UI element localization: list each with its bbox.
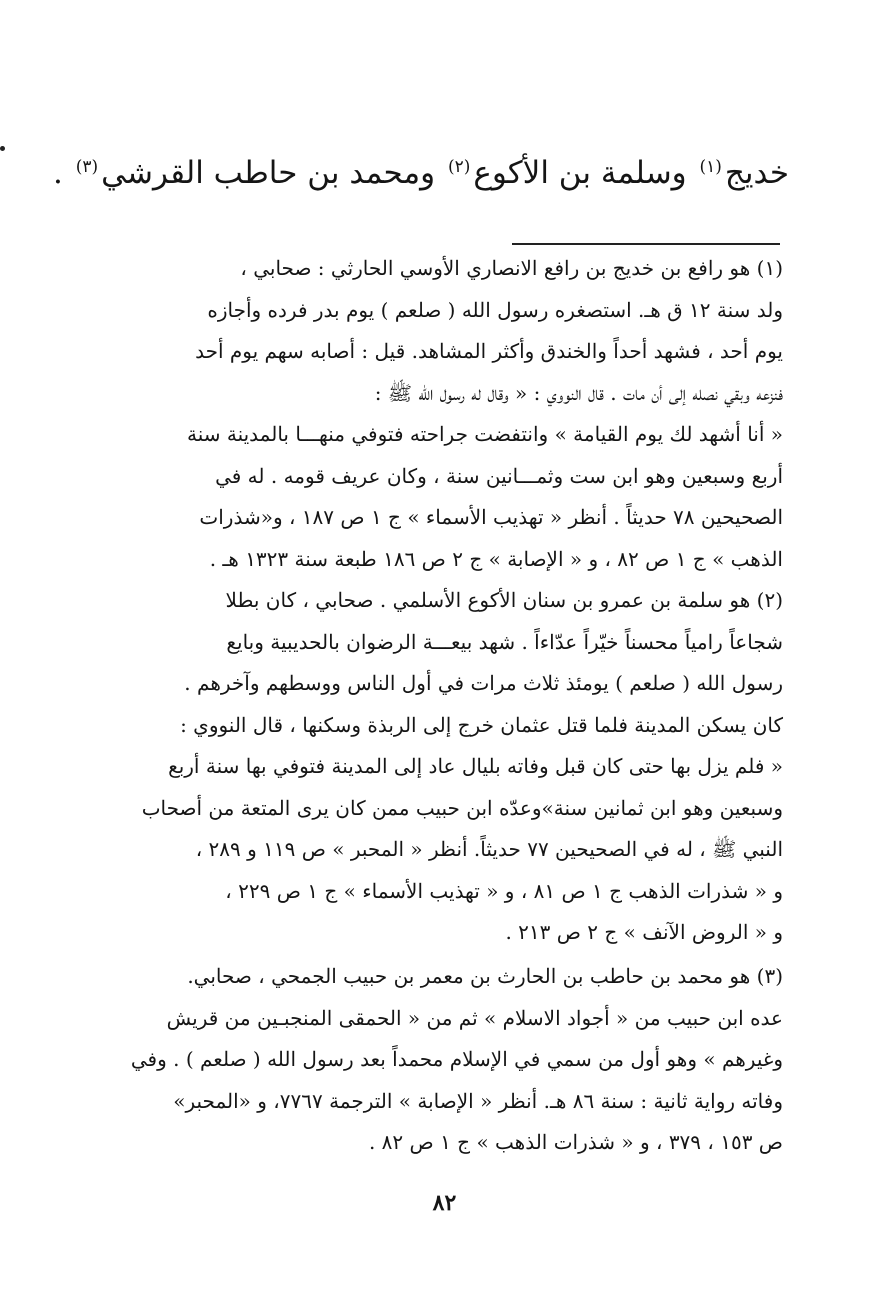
footnote-line: ص ١٥٣ ، ٣٧٩ ، و « شذرات الذهب » ج ١ ص ٨٢ . xyxy=(368,1130,783,1154)
footnote-line: و « الروض الآنف » ج ٢ ص ٢١٣ . xyxy=(505,920,783,944)
footnote-line: فنزعه وبقي نصله إلى أن مات . قال النووي : « وقال له رسول الله ﷺ : xyxy=(374,380,783,405)
footnote-2 xyxy=(108,580,783,954)
footnote-line: « أنا أشهد لك يوم القيامة » وانتفضت جراحته فتوفي منهـــا بالمدينة سنة xyxy=(186,422,783,446)
footnote-line: « فلم يزل بها حتى كان قبل وفاته بليال عاد إلى المدينة فتوفي بها سنة أربع xyxy=(168,754,783,778)
footnote-ref-3: (٣) xyxy=(75,156,99,177)
footnote-line: الصحيحين ٧٨ حديثاً . أنظر « تهذيب الأسماء » ج ١ ص ١٨٧ ، و«شذرات xyxy=(199,505,783,529)
main-text-end: . xyxy=(53,155,63,191)
footnote-line: يوم أحد ، فشهد أحداً والخندق وأكثر المشاهد. قيل : أصابه سهم يوم أحد xyxy=(195,339,783,363)
footnote-line: رسول الله ( صلعم ) يومئذ ثلاث مرات في أول الناس ووسطهم وآخرهم . xyxy=(184,671,783,695)
footnote-1 xyxy=(108,248,783,580)
footnote-ref-1: (١) xyxy=(699,156,722,177)
footnote-divider xyxy=(512,243,780,245)
footnote-line: شجاعاً رامياً محسناً خيّراً عدّاءاً . شهد بيعـــة الرضوان بالحديبية وبايع xyxy=(226,629,783,654)
footnote-line: و « شذرات الذهب ج ١ ص ٨١ ، و « تهذيب الأسماء » ج ١ ص ٢٢٩ ، xyxy=(225,878,783,903)
footnote-3 xyxy=(108,956,783,1164)
footnote-line: أربع وسبعين وهو ابن ست وثمـــانين سنة ، وكان عريف قومه . له في xyxy=(215,463,783,488)
main-text-part-2: وسلمة بن الأكوع xyxy=(473,155,687,191)
main-text-part-3: ومحمد بن حاطب القرشي xyxy=(101,155,436,191)
footnote-line: عده ابن حبيب من « أجواد الاسلام » ثم من « الحمقى المنجبـين من قريش xyxy=(166,1005,783,1030)
footnote-line: وغيرهم » وهو أول من سمي في الإسلام محمداً بعد رسول الله ( صلعم ) . وفي xyxy=(130,1047,783,1071)
page-number: ٨٢ xyxy=(432,1190,457,1216)
main-text-line xyxy=(53,138,789,208)
footnote-line: (١) هو رافع بن خديج بن رافع الانصاري الأوسي الحارثي : صحابي ، xyxy=(240,256,783,280)
footnote-line: (٣) هو محمد بن حاطب بن الحارث بن معمر بن حبيب الجمحي ، صحابي. xyxy=(187,964,783,988)
margin-mark xyxy=(0,146,5,151)
footnote-ref-2: (٢) xyxy=(447,156,471,177)
footnote-line: الذهب » ج ١ ص ٨٢ ، و « الإصابة » ج ٢ ص ١٨٦ طبعة سنة ١٣٢٣ هـ . xyxy=(209,546,783,571)
footnote-line: كان يسكن المدينة فلما قتل عثمان خرج إلى الربذة وسكنها ، قال النووي : xyxy=(180,712,783,737)
main-text-part-1: خديج xyxy=(724,155,789,191)
footnote-line: (٢) هو سلمة بن عمرو بن سنان الأكوع الأسلمي . صحابي ، كان بطلا xyxy=(225,588,783,612)
footnote-line: وسبعين وهو ابن ثمانين سنة»وعدّه ابن حبيب ممن كان يرى المتعة من أصحاب xyxy=(141,795,783,820)
footnote-line: ولد سنة ١٢ ق هـ. استصغره رسول الله ( صلعم ) يوم بدر فرده وأجازه xyxy=(207,297,783,322)
footnote-line: النبي ﷺ ، له في الصحيحين ٧٧ حديثاً. أنظر « المحبر » ص ١١٩ و ٢٨٩ ، xyxy=(195,837,783,861)
footnote-line: وفاته رواية ثانية : سنة ٨٦ هـ. أنظر « الإصابة » الترجمة ٧٧٦٧، و «المحبر» xyxy=(173,1088,783,1113)
